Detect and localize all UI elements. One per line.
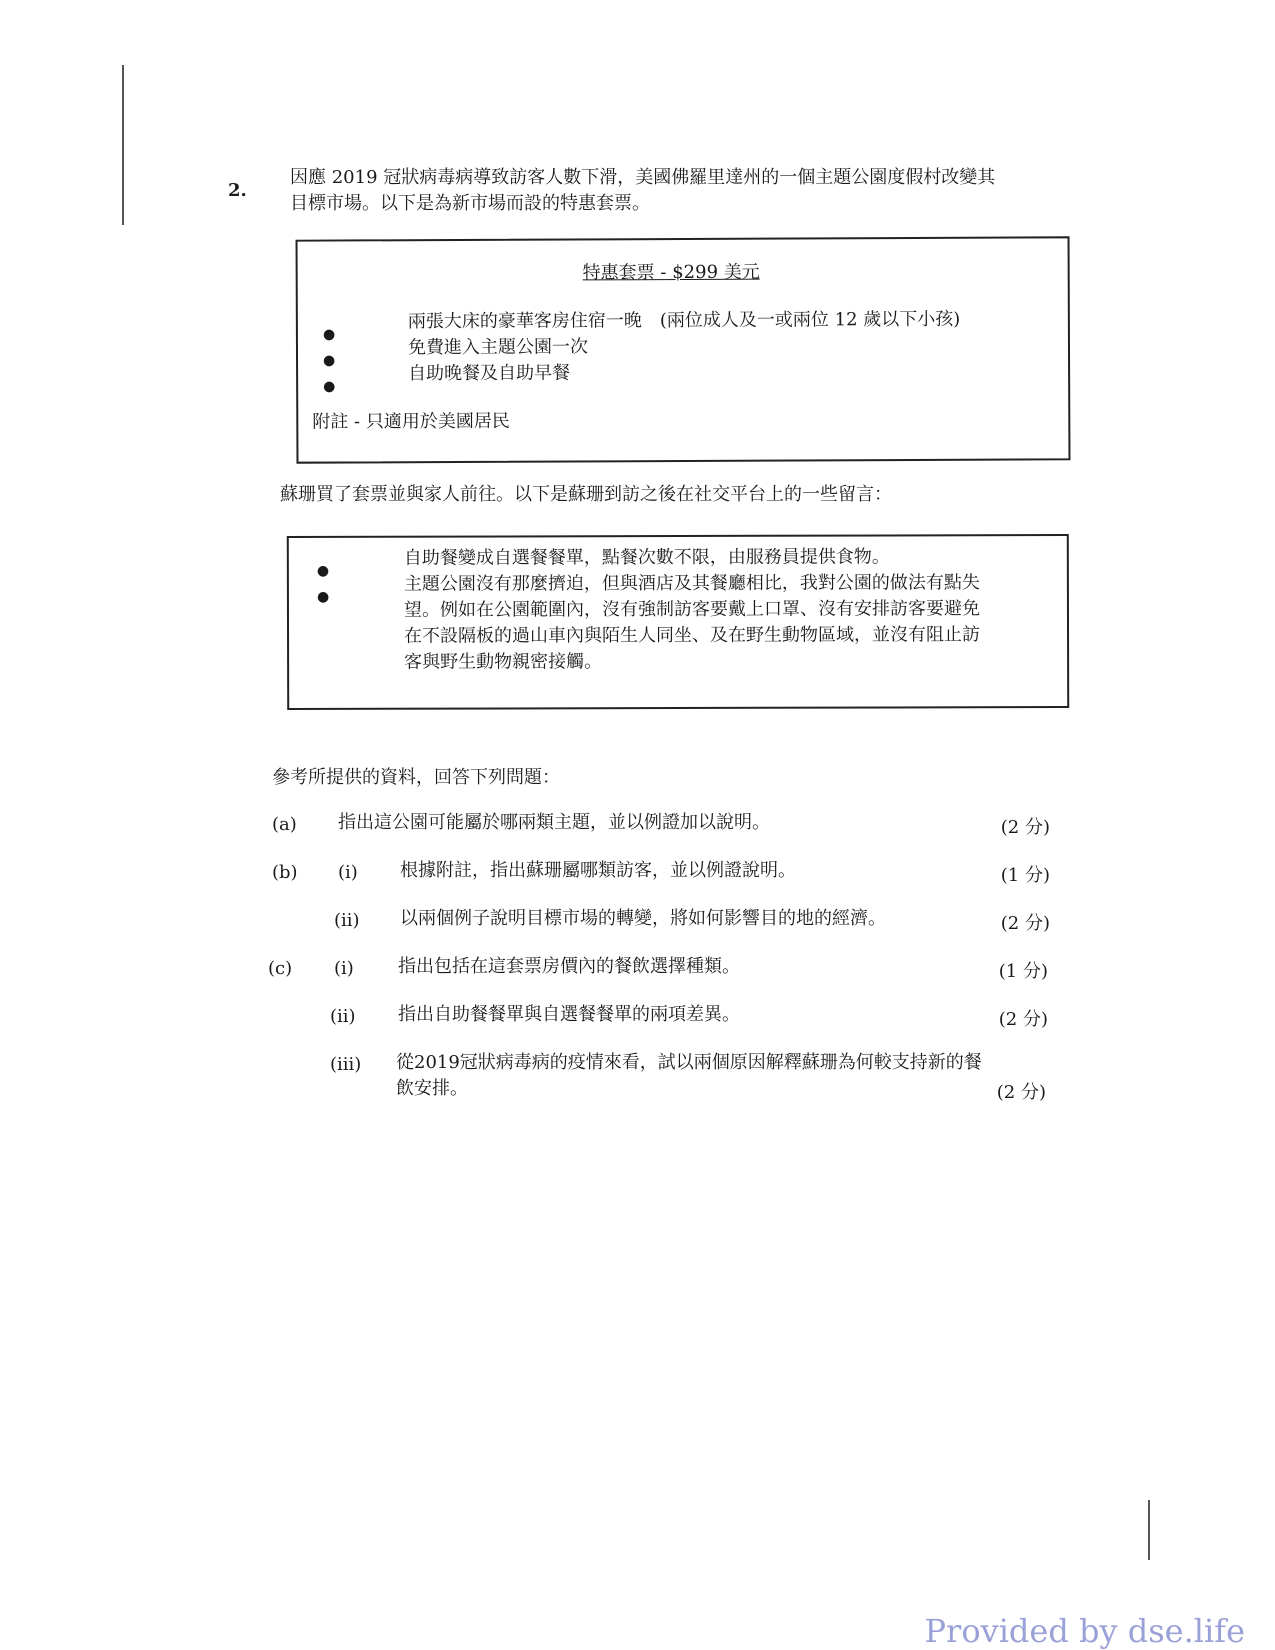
- comment-2-line: 客與野生動物親密接觸。: [404, 651, 603, 673]
- question-a-marks: (2 分): [1000, 817, 1050, 838]
- bullet-icon: ●: [316, 562, 330, 579]
- bullet-icon: ●: [323, 378, 336, 395]
- offer-item: 兩張大床的豪華客房住宿一晚 (兩位成人及一或兩位 12 歲以下小孩): [407, 308, 961, 333]
- question-c-i-text: 指出包括在這套票房價內的餐飲選擇種類。: [398, 956, 740, 977]
- question-b-ii-text: 以兩個例子說明目標市場的轉變，將如何影響目的地的經濟。: [400, 908, 886, 929]
- bullet-icon: ●: [316, 588, 330, 605]
- intro-line-2: 目標市場。以下是為新市場而設的特惠套票。: [290, 193, 650, 214]
- question-b-ii-marks: (2 分): [1000, 913, 1050, 934]
- offer-box: [296, 236, 1071, 463]
- comments-box: [287, 534, 1069, 710]
- bullet-icon: ●: [323, 352, 336, 369]
- question-b-label: (b): [272, 862, 298, 883]
- question-c-label: (c): [268, 958, 293, 979]
- question-c-iii-marks: (2 分): [996, 1082, 1046, 1103]
- question-c-i-label: (i): [334, 958, 354, 979]
- question-a-label: (a): [272, 814, 297, 835]
- scan-margin-line: [1148, 1500, 1150, 1560]
- watermark: Provided by dse.life: [924, 1612, 1245, 1650]
- question-a-text: 指出這公園可能屬於哪兩類主題，並以例證加以說明。: [338, 812, 770, 833]
- instructions: 參考所提供的資料，回答下列問題：: [272, 767, 560, 788]
- question-c-iii-text-2: 飲安排。: [396, 1078, 468, 1099]
- question-number: 2.: [228, 180, 247, 201]
- comment-2-line: 主題公園沒有那麼擠迫，但與酒店及其餐廳相比，我對公園的做法有點失: [403, 572, 980, 595]
- question-c-ii-text: 指出自助餐餐單與自選餐餐單的兩項差異。: [398, 1004, 740, 1025]
- intro-line-1: 因應 2019 冠狀病毒病導致訪客人數下滑，美國佛羅里達州的一個主題公園度假村改變其: [290, 167, 996, 188]
- question-c-ii-label: (ii): [330, 1006, 356, 1027]
- question-intro: [290, 165, 1080, 217]
- question-c-i-marks: (1 分): [998, 961, 1048, 982]
- question-b-ii-label: (ii): [334, 910, 360, 931]
- offer-item: 免費進入主題公園一次: [407, 336, 589, 359]
- comment-2-line: 望。例如在公園範圍內，沒有強制訪客要戴上口罩、沒有安排訪客要避免: [403, 598, 980, 621]
- question-c-iii-text-1: 從2019冠狀病毒病的疫情來看，試以兩個原因解釋蘇珊為何較支持新的餐: [396, 1052, 982, 1073]
- question-c-iii-label: (iii): [330, 1054, 362, 1075]
- offer-item: 自助晚餐及自助早餐: [408, 362, 571, 385]
- susan-intro: 蘇珊買了套票並與家人前往。以下是蘇珊到訪之後在社交平台上的一些留言：: [280, 484, 892, 505]
- offer-title: 特惠套票 - $299 美元: [582, 261, 760, 284]
- comment-2-line: 在不設隔板的過山車內與陌生人同坐、及在野生動物區域，並沒有阻止訪: [404, 624, 981, 647]
- question-c-ii-marks: (2 分): [998, 1009, 1048, 1030]
- bullet-icon: ●: [322, 326, 336, 343]
- offer-note: 附註 - 只適用於美國居民: [312, 410, 510, 433]
- question-b-i-label: (i): [338, 862, 358, 883]
- question-b-i-text: 根據附註，指出蘇珊屬哪類訪客，並以例證說明。: [400, 860, 796, 881]
- scan-margin-line: [122, 65, 124, 225]
- question-b-i-marks: (1 分): [1000, 865, 1050, 886]
- comment-1: 自助餐變成自選餐餐單，點餐次數不限，由服務員提供食物。: [403, 546, 890, 569]
